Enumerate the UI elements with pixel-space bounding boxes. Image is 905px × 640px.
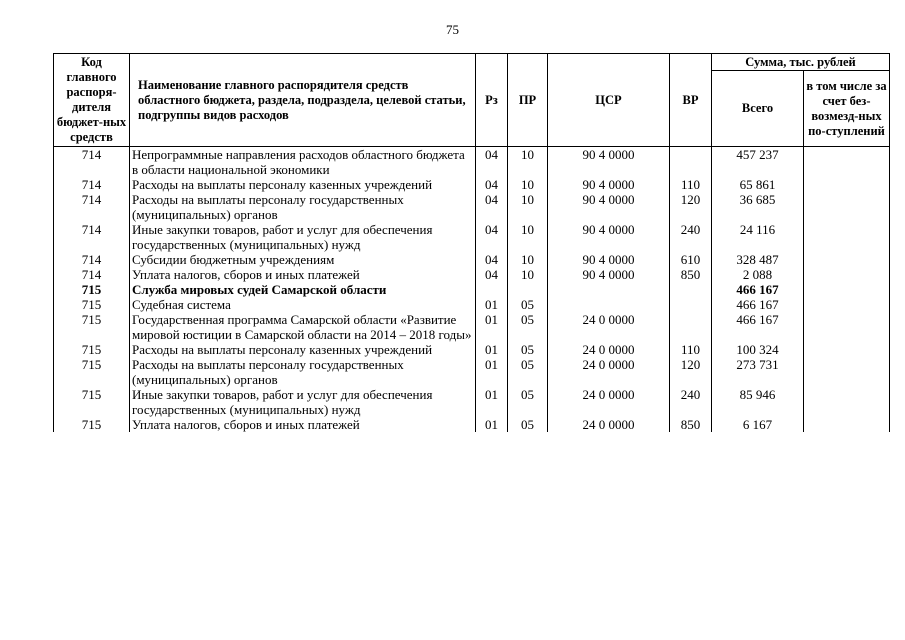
cell-code: 714 [54, 267, 130, 282]
cell-rz [476, 282, 508, 297]
cell-code: 714 [54, 222, 130, 252]
header-pr: ПР [508, 54, 548, 147]
cell-name: Расходы на выплаты персоналу государственных (муниципальных) органов [130, 192, 476, 222]
cell-name: Уплата налогов, сборов и иных платежей [130, 267, 476, 282]
cell-vr: 240 [670, 387, 712, 417]
cell-total: 24 116 [712, 222, 804, 252]
cell-total: 466 167 [712, 282, 804, 297]
cell-free [804, 297, 890, 312]
cell-free [804, 357, 890, 387]
cell-name: Непрограммные направления расходов областного бюджета в области национальной экономики [130, 147, 476, 178]
cell-rz: 04 [476, 267, 508, 282]
cell-code: 715 [54, 342, 130, 357]
table-row [54, 177, 890, 192]
cell-csr: 90 4 0000 [548, 267, 670, 282]
cell-free [804, 387, 890, 417]
cell-rz: 01 [476, 312, 508, 342]
cell-vr: 120 [670, 192, 712, 222]
cell-total: 328 487 [712, 252, 804, 267]
cell-total: 36 685 [712, 192, 804, 222]
table-row [54, 282, 890, 297]
table-header [54, 54, 890, 147]
cell-csr: 90 4 0000 [548, 147, 670, 178]
cell-csr: 90 4 0000 [548, 192, 670, 222]
header-free: в том числе за счет без-возмезд-ных по-ступлений [804, 71, 890, 147]
header-sum: Сумма, тыс. рублей [712, 54, 890, 71]
cell-total: 273 731 [712, 357, 804, 387]
cell-total: 65 861 [712, 177, 804, 192]
table-row [54, 252, 890, 267]
cell-csr [548, 282, 670, 297]
table-row [54, 222, 890, 252]
cell-pr: 10 [508, 192, 548, 222]
cell-vr: 850 [670, 417, 712, 432]
cell-rz: 01 [476, 357, 508, 387]
cell-rz: 04 [476, 222, 508, 252]
cell-free [804, 312, 890, 342]
cell-total: 457 237 [712, 147, 804, 178]
header-rz: Рз [476, 54, 508, 147]
cell-pr: 10 [508, 267, 548, 282]
cell-rz: 04 [476, 177, 508, 192]
cell-rz: 04 [476, 192, 508, 222]
cell-pr: 10 [508, 147, 548, 178]
cell-pr: 10 [508, 177, 548, 192]
table-row [54, 357, 890, 387]
cell-csr: 90 4 0000 [548, 252, 670, 267]
cell-code: 715 [54, 312, 130, 342]
table-row [54, 387, 890, 417]
cell-csr [548, 297, 670, 312]
cell-free [804, 177, 890, 192]
cell-free [804, 192, 890, 222]
header-code: Код главного распоря-дителя бюджет-ных средств [54, 54, 130, 147]
table-row [54, 297, 890, 312]
cell-rz: 01 [476, 417, 508, 432]
cell-rz: 04 [476, 147, 508, 178]
cell-name: Иные закупки товаров, работ и услуг для обеспечения государственных (муниципальных) нужд [130, 387, 476, 417]
cell-free [804, 147, 890, 178]
cell-code: 715 [54, 387, 130, 417]
cell-rz: 01 [476, 342, 508, 357]
cell-csr: 90 4 0000 [548, 222, 670, 252]
cell-name: Судебная система [130, 297, 476, 312]
cell-pr: 05 [508, 387, 548, 417]
header-name: Наименование главного распорядителя средств областного бюджета, раздела, подраздела, целевой статьи, подгруппы видов расходов [130, 54, 476, 147]
budget-table [53, 53, 890, 432]
cell-vr [670, 297, 712, 312]
cell-free [804, 342, 890, 357]
cell-total: 466 167 [712, 297, 804, 312]
cell-pr: 05 [508, 297, 548, 312]
cell-pr: 05 [508, 312, 548, 342]
cell-code: 715 [54, 417, 130, 432]
cell-pr: 05 [508, 357, 548, 387]
cell-free [804, 252, 890, 267]
table-body [54, 147, 890, 433]
cell-rz: 01 [476, 297, 508, 312]
cell-total: 466 167 [712, 312, 804, 342]
cell-vr [670, 312, 712, 342]
cell-vr [670, 282, 712, 297]
cell-rz: 04 [476, 252, 508, 267]
cell-free [804, 282, 890, 297]
cell-csr: 24 0 0000 [548, 342, 670, 357]
cell-code: 715 [54, 357, 130, 387]
cell-pr [508, 282, 548, 297]
cell-code: 714 [54, 147, 130, 178]
cell-csr: 24 0 0000 [548, 357, 670, 387]
cell-code: 714 [54, 192, 130, 222]
cell-free [804, 267, 890, 282]
cell-code: 714 [54, 252, 130, 267]
cell-free [804, 417, 890, 432]
cell-pr: 05 [508, 342, 548, 357]
cell-vr: 110 [670, 342, 712, 357]
cell-total: 85 946 [712, 387, 804, 417]
cell-name: Уплата налогов, сборов и иных платежей [130, 417, 476, 432]
cell-name: Служба мировых судей Самарской области [130, 282, 476, 297]
cell-total: 2 088 [712, 267, 804, 282]
cell-vr [670, 147, 712, 178]
cell-pr: 05 [508, 417, 548, 432]
cell-vr: 850 [670, 267, 712, 282]
cell-vr: 610 [670, 252, 712, 267]
cell-rz: 01 [476, 387, 508, 417]
table-row [54, 312, 890, 342]
table-row [54, 267, 890, 282]
cell-pr: 10 [508, 222, 548, 252]
cell-name: Расходы на выплаты персоналу казенных учреждений [130, 177, 476, 192]
cell-csr: 90 4 0000 [548, 177, 670, 192]
cell-code: 714 [54, 177, 130, 192]
cell-code: 715 [54, 282, 130, 297]
cell-vr: 240 [670, 222, 712, 252]
cell-free [804, 222, 890, 252]
table-row [54, 192, 890, 222]
cell-code: 715 [54, 297, 130, 312]
cell-pr: 10 [508, 252, 548, 267]
header-csr: ЦСР [548, 54, 670, 147]
header-total: Всего [712, 71, 804, 147]
cell-name: Субсидии бюджетным учреждениям [130, 252, 476, 267]
cell-total: 100 324 [712, 342, 804, 357]
cell-name: Государственная программа Самарской области «Развитие мировой юстиции в Самарской области на 2014 – 2018 годы» [130, 312, 476, 342]
cell-name: Иные закупки товаров, работ и услуг для обеспечения государственных (муниципальных) нужд [130, 222, 476, 252]
header-vr: ВР [670, 54, 712, 147]
cell-csr: 24 0 0000 [548, 417, 670, 432]
cell-csr: 24 0 0000 [548, 312, 670, 342]
table-row [54, 417, 890, 432]
cell-vr: 110 [670, 177, 712, 192]
cell-name: Расходы на выплаты персоналу казенных учреждений [130, 342, 476, 357]
table-row [54, 147, 890, 178]
cell-csr: 24 0 0000 [548, 387, 670, 417]
table-row [54, 342, 890, 357]
cell-total: 6 167 [712, 417, 804, 432]
cell-vr: 120 [670, 357, 712, 387]
page-number: 75 [446, 22, 459, 37]
cell-name: Расходы на выплаты персоналу государственных (муниципальных) органов [130, 357, 476, 387]
